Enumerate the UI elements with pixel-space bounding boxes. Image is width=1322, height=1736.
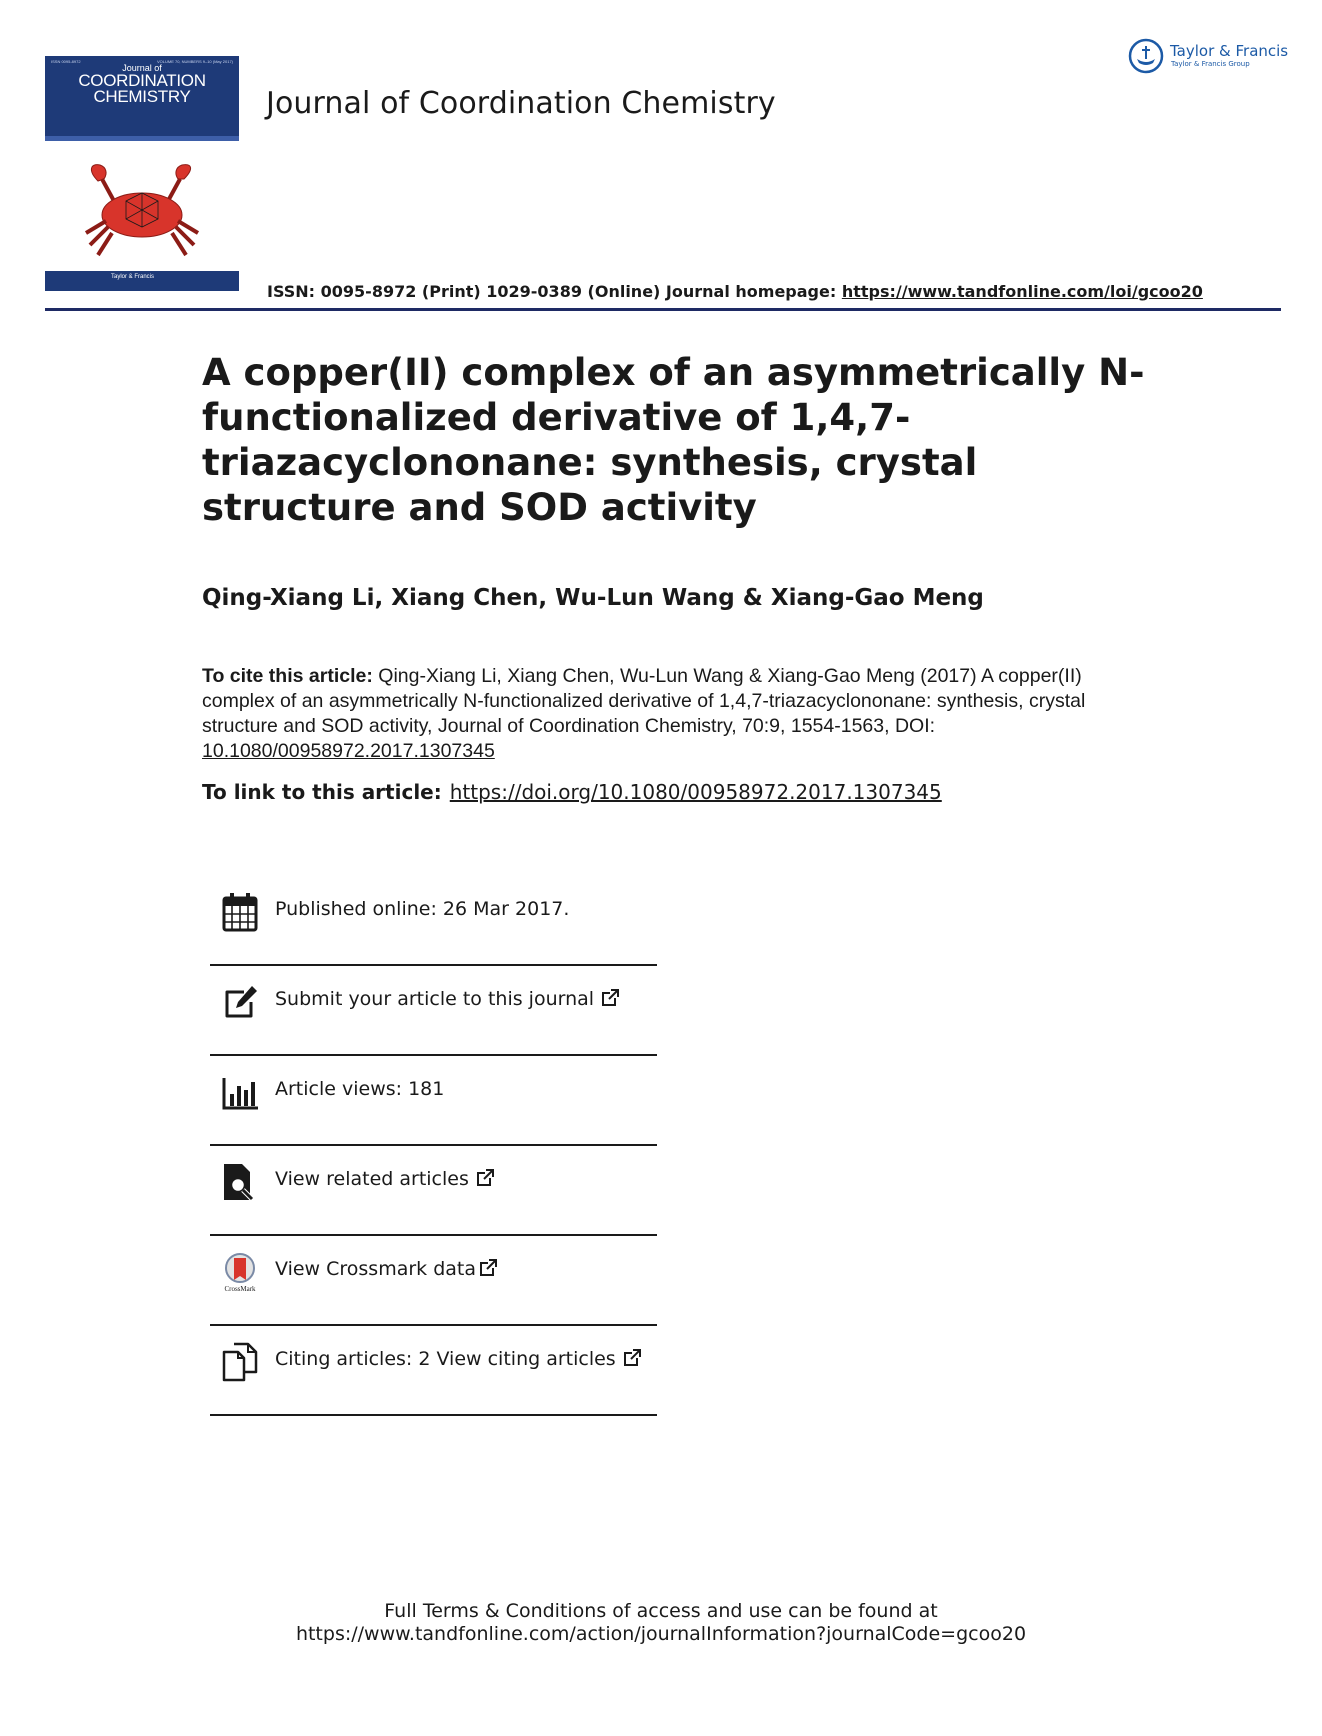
cover-publisher: Taylor & Francis [111, 274, 155, 280]
calendar-icon [222, 892, 258, 932]
info-submit[interactable] [210, 966, 657, 1056]
crossmark-label: View Crossmark data [275, 1258, 477, 1280]
info-views [210, 1056, 657, 1146]
citation-label: To cite this article: [202, 665, 373, 687]
publisher-logo-icon [1128, 38, 1164, 74]
crossmark-icon [222, 1252, 258, 1292]
journal-cover[interactable] [45, 56, 239, 291]
journal-homepage-link[interactable]: https://www.tandfonline.com/loi/gcoo20 [841, 282, 1203, 301]
copy-documents-icon [222, 1342, 258, 1382]
cover-small-title: Journal of [122, 63, 162, 73]
cover-strip [45, 136, 239, 141]
citing-articles-link[interactable] [275, 1348, 642, 1370]
cover-big-title [45, 73, 239, 105]
external-link-icon [600, 988, 620, 1008]
cover-volume: VOLUME 70, NUMBERS 9–10 (May 2017) [156, 59, 233, 64]
cover-big-title-line2: CHEMISTRY [93, 87, 191, 106]
header-rule [45, 308, 1281, 311]
cover-issn: ISSN 0095-8972 [51, 59, 81, 64]
publisher-logo-name: Taylor & Francis [1170, 42, 1289, 60]
external-link-icon [478, 1258, 498, 1278]
publisher-logo-group: Taylor & Francis Group [1171, 60, 1250, 68]
info-related[interactable] [210, 1146, 657, 1236]
crab-illustration [80, 163, 204, 263]
crossmark-icon-label: CrossMark [224, 1285, 256, 1292]
issn-text: ISSN: 0095-8972 (Print) 1029-0389 (Online) Journal homepage: [267, 282, 842, 301]
external-link-icon [475, 1168, 495, 1188]
info-published [210, 876, 657, 966]
citation-block [202, 664, 1142, 764]
published-date: Published online: 26 Mar 2017. [275, 898, 570, 920]
article-doi-url[interactable]: https://doi.org/10.1080/00958972.2017.1307345 [449, 780, 942, 804]
external-link-icon [622, 1348, 642, 1368]
terms-footer [0, 1600, 1322, 1646]
submit-article-link[interactable] [275, 988, 620, 1010]
citation-text: Qing-Xiang Li, Xiang Chen, Wu-Lun Wang & Xiang-Gao Meng (2017) A copper(II) complex of an asymmetrically N-functionalized derivative of 1,4,7-triazacyclononane: synthesis, crystal structure and SOD activity, Journal of Coordination Chemistry, 70:9, 1554-1563, DOI: [202, 665, 1086, 737]
issn-line [267, 282, 1203, 301]
terms-url[interactable]: https://www.tandfonline.com/action/journalInformation?journalCode=gcoo20 [295, 1623, 1027, 1645]
terms-line: Full Terms & Conditions of access and use can be found at [384, 1600, 938, 1622]
article-link-line [202, 780, 942, 804]
citing-articles-label: Citing articles: 2 View citing articles [275, 1348, 616, 1370]
cover-big-title-line1: COORDINATION [78, 71, 206, 90]
cover-title-band [45, 56, 239, 136]
crossmark-link[interactable] [275, 1258, 498, 1280]
publisher-logo[interactable] [1128, 38, 1288, 78]
journal-title: Journal of Coordination Chemistry [266, 86, 776, 121]
submit-article-label: Submit your article to this journal [275, 988, 595, 1010]
info-divider [210, 1414, 657, 1416]
bar-chart-icon [222, 1072, 258, 1112]
citation-doi-link[interactable]: 10.1080/00958972.2017.1307345 [202, 740, 495, 762]
article-info-list [210, 876, 657, 1416]
info-crossmark[interactable] [210, 1236, 657, 1326]
article-link-label: To link to this article: [202, 780, 442, 804]
related-articles-link[interactable] [275, 1168, 495, 1190]
document-search-icon [222, 1162, 258, 1202]
info-citing[interactable] [210, 1326, 657, 1416]
article-views: Article views: 181 [275, 1078, 445, 1100]
article-authors: Qing-Xiang Li, Xiang Chen, Wu-Lun Wang & Xiang-Gao Meng [202, 585, 984, 611]
related-articles-label: View related articles [275, 1168, 469, 1190]
article-title: A copper(II) complex of an asymmetrically N-functionalized derivative of 1,4,7-triazacyclononane: synthesis, crystal structure and SOD activity [202, 351, 1145, 529]
edit-icon [222, 982, 258, 1022]
